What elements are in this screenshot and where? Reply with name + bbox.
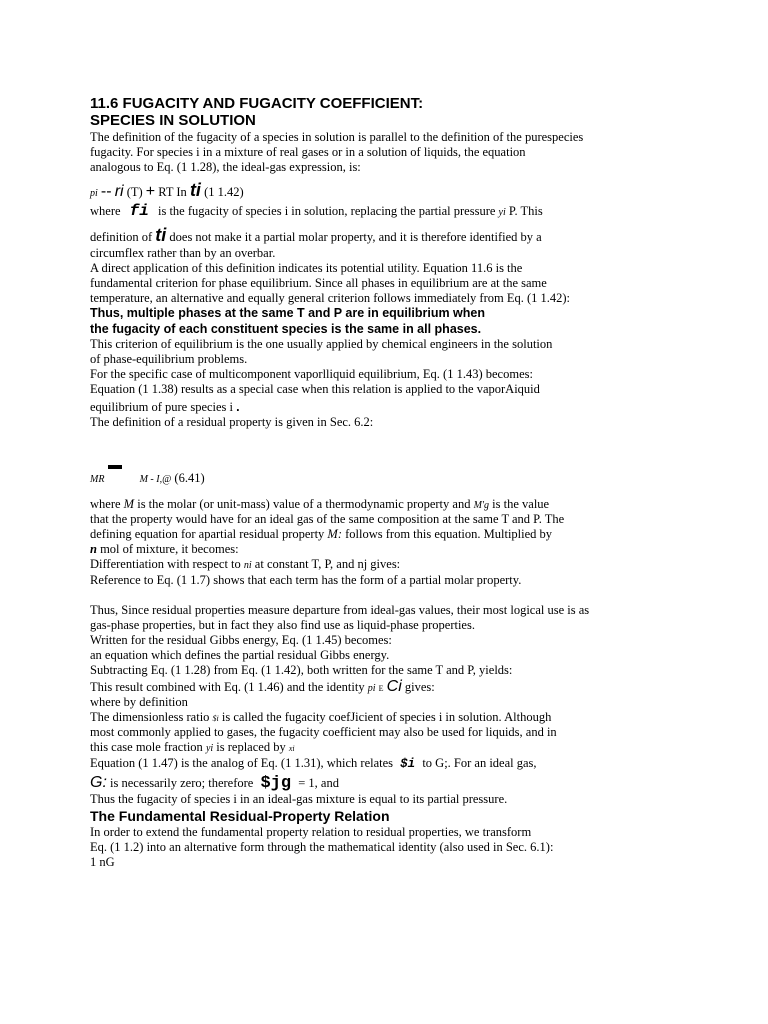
symbol-pi: pi: [367, 683, 376, 694]
paragraph-line: Written for the residual Gibbs energy, Eq. (1 1.45) becomes:: [90, 633, 392, 647]
n-mol-line: [90, 542, 239, 557]
text-is-the-value: is the value: [492, 497, 550, 511]
paragraph-line: Thus, Since residual properties measure departure from ideal-gas values, their most logical use is as: [90, 603, 590, 617]
symbol-m: M: [123, 497, 135, 511]
symbol-mig: M'g: [473, 500, 490, 511]
text-necessarily-zero: is necessarily zero; therefore: [110, 776, 254, 790]
text-mol-mixture: mol of mixture, it becomes:: [100, 542, 239, 556]
paragraph-line: that the property would have for an ideal gas of the same composition at the same T and P. The: [90, 512, 565, 526]
paragraph-line: Subtracting Eq. (1 1.28) from Eq. (1 1.42), both written for the same T and P, yields:: [90, 663, 513, 677]
text-ideal-gas: to G;. For an ideal gas,: [422, 756, 537, 770]
paragraph-line: most commonly applied to gases, the fugacity coefficient may also be used for liquids, and in: [90, 725, 557, 739]
pure-species-line: [90, 400, 240, 415]
where-fi-line: [90, 203, 543, 221]
residual-intro-line: The definition of a residual property is given in Sec. 6.2:: [90, 415, 374, 429]
paragraph-line: temperature, an alternative and equally general criterion follows immediately from Eq. (1 1.42):: [90, 291, 571, 305]
equilibrium-statement-line-2: the fugacity of each constituent species is the same in all phases.: [90, 322, 482, 336]
paragraph-line: For the specific case of multicomponent vaporlliquid equilibrium, Eq. (1 1.43) becomes:: [90, 367, 533, 381]
symbol-ci: Ci: [386, 678, 402, 695]
symbol-ni: ni: [243, 560, 252, 571]
symbol-m-colon: M:: [327, 527, 342, 541]
text-fugacity-coefficient: is called the fugacity coefJicient of species i in solution. Although: [221, 710, 552, 724]
paragraph-line: A direct application of this definition indicates its potential utility. Equation 11.6 is the: [90, 261, 523, 275]
text-constant-tpn: at constant T, P, and nj gives:: [254, 557, 401, 571]
equation-number: (1 1.42): [204, 185, 244, 199]
text-where: where: [90, 497, 121, 511]
eq-dash: --: [100, 183, 112, 200]
differentiation-line: [90, 557, 400, 573]
text-differentiation: Differentiation with respect to: [90, 557, 241, 571]
symbol-ti: ti: [155, 225, 167, 245]
section-heading-line-2: SPECIES IN SOLUTION: [90, 112, 256, 129]
eq-symbol-pi: pi: [90, 188, 98, 199]
eq-rt-ln: RT In: [158, 185, 187, 199]
text-not-partial-molar: does not make it a partial molar property, and it is therefore identified by a: [169, 230, 542, 244]
text-gives: gives:: [404, 680, 435, 694]
text-analog: Equation (1 1.47) is the analog of Eq. (1 1.31), which relates: [90, 756, 394, 770]
text-dimensionless: The dimensionless ratio: [90, 710, 210, 724]
paragraph-line: 1 nG: [90, 855, 115, 869]
mole-fraction-line: [90, 740, 295, 756]
symbol-n: n: [90, 542, 97, 556]
paragraph-line: Thus the fugacity of species i in an ideal-gas mixture is equal to its partial pressure.: [90, 792, 508, 806]
symbol-g: G:: [90, 774, 107, 791]
symbol-fi: fi: [129, 202, 149, 220]
eq-rhs: M - I,@: [139, 474, 172, 485]
overbar-mark: [108, 465, 122, 469]
eq-plus: +: [145, 183, 156, 200]
text-follows: follows from this equation. Multiplied by: [345, 527, 553, 541]
paragraph-line: fugacity. For species i in a mixture of real gases or in a solution of liquids, the equation: [90, 145, 526, 159]
paragraph-line: This criterion of equilibrium is the one usually applied by chemical engineers in the solution: [90, 337, 553, 351]
eq-symbol-ti: ti: [189, 180, 201, 200]
symbol-yi: yi: [498, 207, 506, 218]
symbol-phi-ig: $jg: [260, 774, 292, 793]
definition-line: [90, 226, 542, 246]
text-where: where: [90, 204, 121, 218]
paragraph-line: Equation (1 1.38) results as a special case when this relation is applied to the vaporAiquid: [90, 382, 540, 396]
section-heading-line-1: 11.6 FUGACITY AND FUGACITY COEFFICIENT:: [90, 95, 424, 112]
paragraph-line: The definition of the fugacity of a species in solution is parallel to the definition of the purespecies: [90, 130, 584, 144]
defining-equation-line: [90, 527, 552, 542]
eq-t: (T): [126, 185, 143, 199]
analog-line: [90, 755, 537, 773]
paragraph-line: an equation which defines the partial residual Gibbs energy.: [90, 648, 390, 662]
text-equals-one: = 1, and: [298, 776, 339, 790]
text-molar-value: is the molar (or unit-mass) value of a thermodynamic property and: [137, 497, 471, 511]
symbol-mr: MR: [90, 474, 105, 485]
paragraph-line: In order to extend the fundamental property relation to residual properties, we transform: [90, 825, 532, 839]
text-p-this: P. This: [508, 204, 543, 218]
paragraph-line: Reference to Eq. (1 1.7) shows that each term has the form of a partial molar property.: [90, 573, 522, 587]
paragraph-line: Eq. (1 1.2) into an alternative form through the mathematical identity (also used in Sec. 6.1):: [90, 840, 554, 854]
paragraph-line: gas-phase properties, but in fact they also find use as liquid-phase properties.: [90, 618, 475, 632]
eq-symbol-ri: ri: [114, 183, 124, 200]
symbol-phi-i-bold: $i: [400, 757, 416, 771]
paragraph-line: fundamental criterion for phase equilibrium. Since all phases in equilibrium are at the same: [90, 276, 547, 290]
text-mole-fraction: this case mole fraction: [90, 740, 203, 754]
text-fugacity-desc: is the fugacity of species i in solution, replacing the partial pressure: [158, 204, 496, 218]
symbol-phi-i: $i: [212, 714, 219, 723]
where-m-line: [90, 497, 549, 513]
subsection-heading: The Fundamental Residual-Property Relation: [90, 808, 390, 824]
symbol-e: E: [378, 684, 384, 693]
paragraph-line: of phase-equilibrium problems.: [90, 352, 248, 366]
paragraph-line: circumflex rather than by an overbar.: [90, 246, 276, 260]
text-period: .: [236, 400, 240, 414]
text-definition-of: definition of: [90, 230, 153, 244]
equation-6-41: [90, 471, 205, 487]
symbol-yi: yi: [205, 743, 214, 754]
text-replaced-by: is replaced by: [216, 740, 286, 754]
text-equilibrium-pure: equilibrium of pure species i: [90, 400, 234, 414]
gi-zero-line: [90, 773, 339, 793]
symbol-xi: xi: [288, 744, 295, 753]
dimensionless-ratio-line: [90, 710, 551, 726]
equation-11-42: [90, 180, 244, 204]
paragraph-line: where by definition: [90, 695, 188, 709]
paragraph-line: analogous to Eq. (1 1.28), the ideal-gas expression, is:: [90, 160, 361, 174]
equilibrium-statement-line-1: Thus, multiple phases at the same T and P are in equilibrium when: [90, 306, 485, 320]
text-combined: This result combined with Eq. (1 1.46) and the identity: [90, 680, 365, 694]
text-defining: defining equation for apartial residual property: [90, 527, 325, 541]
equation-number: (6.41): [174, 471, 205, 485]
